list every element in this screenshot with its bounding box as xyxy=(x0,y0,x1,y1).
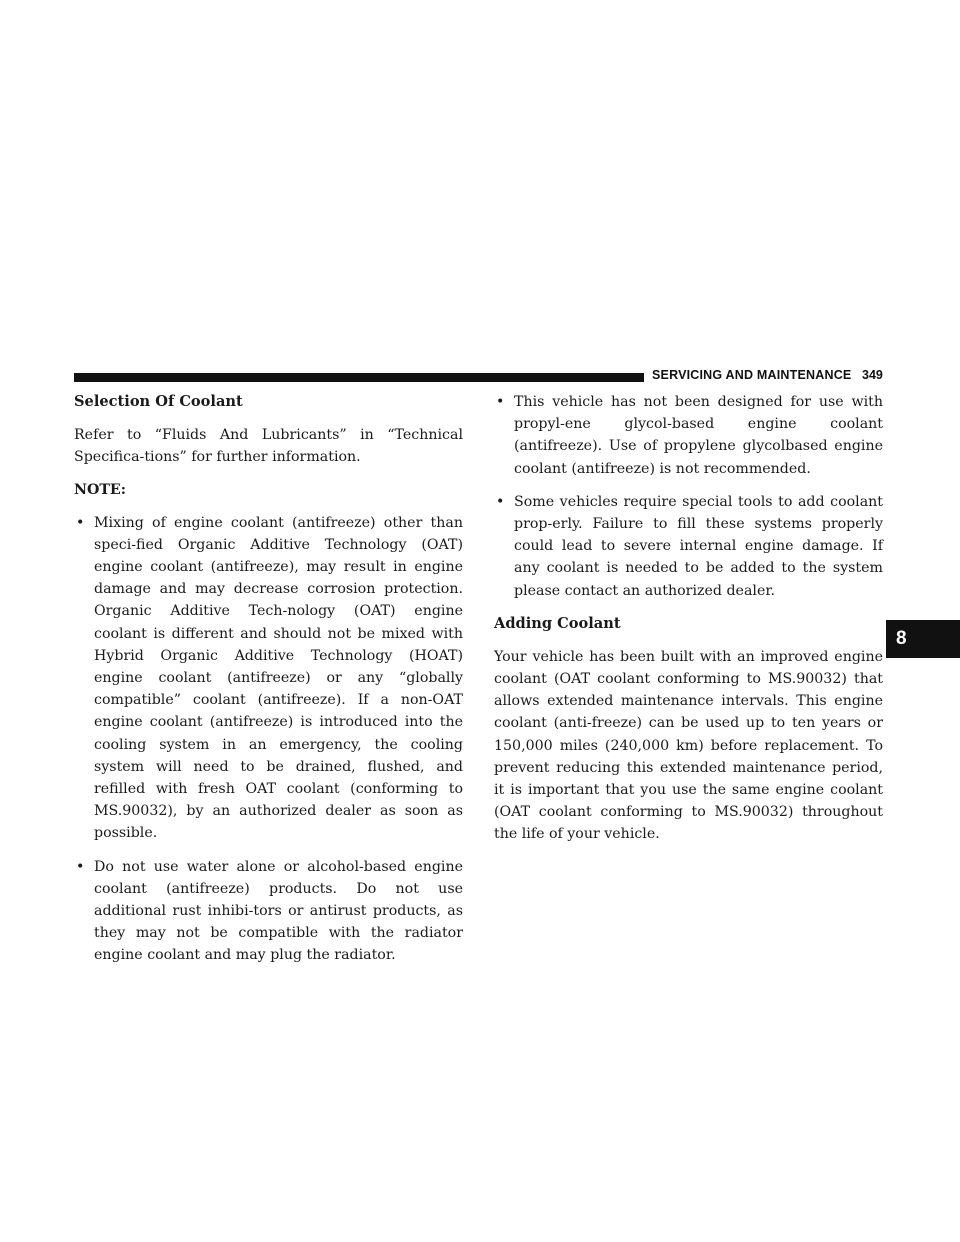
list-item-text: Mixing of engine coolant (antifreeze) other than speci-fied Organic Additive Technology (OAT) engine coolant (antifreeze), may result in engine damage and may decrease corrosion protection. Organic Additive Tech-nology (OAT) engine coolant is different and should not be mixed with Hybrid Organic Additive Technology (HOAT) engine coolant (antifreeze) or any “globally compatible” coolant (antifreeze). If a non-OAT engine coolant (antifreeze) is introduced into the cooling system in an emergency, the cooling system will need to be drained, flushed, and refilled with fresh OAT coolant (conforming to MS.90032), by an authorized dealer as soon as possible. xyxy=(94,514,463,842)
bullet-icon: • xyxy=(496,394,505,410)
chapter-tab xyxy=(886,620,960,658)
note-label: NOTE: xyxy=(74,482,126,499)
right-column xyxy=(494,391,883,857)
list-item xyxy=(74,512,463,845)
chapter-tab-number: 8 xyxy=(896,628,907,649)
list-item-text: Do not use water alone or alcohol-based engine coolant (antifreeze) products. Do not use additional rust inhibi-tors or antirust products, as they may not be compatible with the radiator engine coolant and may plug the radiator. xyxy=(94,858,463,964)
bullet-icon: • xyxy=(496,493,505,510)
continued-bullet-list xyxy=(494,391,883,602)
list-item xyxy=(74,856,463,967)
section-heading-selection-of-coolant: Selection Of Coolant xyxy=(74,393,243,410)
note-bullet-list xyxy=(74,512,463,967)
list-item-text: This vehicle has not been designed for use with propyl-ene glycol-based engine coolant (antifreeze). Use of propylene glycolbased engine coolant (antifreeze) is not recommended. xyxy=(514,394,883,477)
adding-coolant-paragraph: Your vehicle has been built with an improved engine coolant (OAT coolant conforming to MS.90032) that allows extended maintenance intervals. This engine coolant (anti-freeze) can be used up to ten years or 150,000 miles (240,000 km) before replacement. To prevent reducing this extended maintenance period, it is important that you use the same engine coolant (OAT coolant conforming to MS.90032) throughout the life of your vehicle. xyxy=(494,648,883,843)
intro-paragraph: Refer to “Fluids And Lubricants” in “Technical Specifica-tions” for further information. xyxy=(74,427,463,466)
bullet-icon: • xyxy=(76,858,85,875)
list-item xyxy=(494,391,883,480)
page-number: 349 xyxy=(862,368,883,382)
list-item-text: Some vehicles require special tools to add coolant prop-erly. Failure to fill these systems properly could lead to severe internal engine damage. If any coolant is needed to be added to the system please contact an authorized dealer. xyxy=(514,493,883,599)
header-rule xyxy=(74,373,644,382)
list-item xyxy=(494,491,883,602)
running-header-section: SERVICING AND MAINTENANCE xyxy=(652,368,852,382)
section-heading-adding-coolant: Adding Coolant xyxy=(494,614,621,632)
left-column xyxy=(74,391,463,978)
bullet-icon: • xyxy=(76,514,85,531)
